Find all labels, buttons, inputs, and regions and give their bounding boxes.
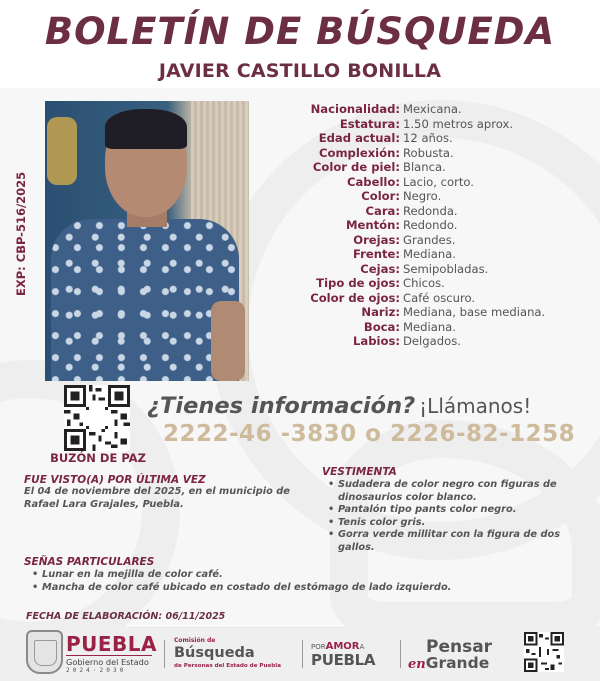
amor-text: AMOR	[325, 641, 360, 652]
list-item: • Gorra verde millitar con la figura de dos gallos.	[326, 529, 596, 554]
divider	[164, 640, 165, 668]
attribute-label: Color:	[361, 189, 400, 203]
attribute-row	[290, 276, 590, 291]
attribute-label: Cabello:	[346, 174, 400, 189]
attribute-row	[290, 204, 590, 219]
person-name: JAVIER CASTILLO BONILLA	[158, 60, 442, 82]
attribute-value: 12 años.	[403, 131, 453, 145]
attribute-label: Color de ojos:	[310, 290, 400, 305]
attribute-row	[290, 117, 590, 132]
divider	[302, 640, 303, 668]
attribute-value: Mediana.	[403, 319, 456, 334]
years-text: 2024·2030	[66, 667, 127, 674]
call-us-text: ¡Llámanos!	[419, 394, 532, 418]
attribute-row	[290, 218, 590, 233]
attribute-label: Estatura:	[339, 116, 400, 131]
footer-qr-code-icon[interactable]	[524, 632, 564, 672]
info-prompt	[147, 393, 592, 419]
attribute-label: Nariz:	[361, 305, 400, 319]
last-seen-title: FUE VISTO(A) POR ÚLTIMA VEZ	[24, 474, 206, 486]
list-item: • Pantalón tipo pants color negro.	[326, 504, 596, 517]
attribute-value: Lacio, corto.	[403, 174, 474, 189]
attribute-value: Robusta.	[403, 145, 454, 160]
attribute-label: Edad actual:	[318, 131, 400, 145]
person-photo	[45, 101, 249, 381]
clothing-list	[326, 479, 596, 554]
attribute-label: Complexión:	[319, 145, 400, 160]
divider	[400, 640, 401, 668]
attribute-label: Orejas:	[353, 232, 400, 247]
attribute-list	[290, 102, 590, 349]
attribute-row	[290, 146, 590, 161]
attribute-label: Cara:	[365, 203, 400, 218]
attribute-row	[290, 175, 590, 190]
attribute-label: Labios:	[353, 334, 400, 348]
last-seen-text: El 04 de noviembre del 2025, en el municipio de Rafael Lara Grajales, Puebla.	[24, 486, 290, 510]
attribute-row	[290, 102, 590, 117]
attribute-label: Frente:	[352, 247, 400, 261]
attribute-row	[290, 305, 590, 320]
busqueda-logo-text: Búsqueda	[174, 645, 255, 661]
gobierno-text: Gobierno del Estado	[66, 655, 152, 667]
attribute-label: Boca:	[363, 319, 400, 334]
list-item: • Lunar en la mejilla de color café.	[30, 569, 590, 582]
attribute-value: Negro.	[403, 189, 442, 203]
attribute-label: Color de piel:	[312, 160, 400, 174]
pensar-logo-text: Pensar	[426, 637, 493, 657]
case-number: EXP: CBP-516/2025	[14, 171, 28, 296]
list-item: • Mancha de color café ubicado en costado del estómago de lado izquierdo.	[30, 582, 590, 595]
state-coat-of-arms-icon	[26, 630, 63, 674]
attribute-label: Mentón:	[345, 218, 400, 232]
puebla-logo-text: PUEBLA	[66, 632, 158, 656]
a-text: A	[359, 643, 365, 651]
list-item: • Sudadera de color negro con figuras de dinosaurios color blanco.	[326, 479, 596, 504]
attribute-value: Mexicana.	[403, 102, 462, 116]
phone-numbers[interactable]: 2222-46 -3830 o 2226-82-1258	[163, 421, 576, 447]
attribute-label: Cejas:	[360, 261, 400, 276]
attribute-label: Tipo de ojos:	[316, 276, 400, 290]
page-title: BOLETÍN DE BÚSQUEDA	[44, 10, 556, 53]
por-text: POR	[311, 643, 326, 651]
attribute-row	[290, 247, 590, 262]
attribute-row	[290, 334, 590, 349]
comision-de-text: Comisión de	[174, 637, 216, 644]
attribute-value: Chicos.	[403, 276, 445, 290]
por-amor-puebla-text: PUEBLA	[311, 651, 376, 669]
attribute-value: Redondo.	[403, 218, 458, 232]
grande-text: Grande	[425, 654, 490, 672]
attribute-row	[290, 160, 590, 175]
list-item: • Tenis color gris.	[326, 517, 596, 530]
en-text: en	[408, 657, 426, 672]
attribute-value: Blanca.	[403, 160, 446, 174]
qr-code-icon[interactable]	[64, 385, 130, 451]
qr-label: BUZÓN DE PAZ	[50, 451, 146, 465]
attribute-row	[290, 189, 590, 204]
attribute-row	[290, 262, 590, 277]
elaboration-date: FECHA DE ELABORACIÓN: 06/11/2025	[26, 611, 226, 622]
attribute-row	[290, 131, 590, 146]
attribute-label: Nacionalidad:	[310, 102, 400, 116]
attribute-value: Delgados.	[403, 334, 461, 348]
attribute-value: Mediana.	[403, 247, 456, 261]
attribute-value: Mediana, base mediana.	[403, 305, 546, 319]
attribute-value: Semipobladas.	[403, 261, 489, 276]
attribute-value: Grandes.	[403, 232, 456, 247]
clothing-title: VESTIMENTA	[322, 466, 397, 478]
attribute-row	[290, 233, 590, 248]
attribute-row	[290, 320, 590, 335]
attribute-row	[290, 291, 590, 306]
de-personas-text: de Personas del Estado de Puebla	[174, 663, 281, 669]
distinguishing-marks-title: SEÑAS PARTICULARES	[24, 556, 155, 568]
attribute-value: Café oscuro.	[403, 290, 476, 305]
attribute-value: 1.50 metros aprox.	[403, 116, 514, 131]
attribute-value: Redonda.	[403, 203, 458, 218]
info-question: ¿Tienes información?	[147, 393, 416, 419]
distinguishing-marks-list	[30, 569, 590, 594]
en-grande-logo	[408, 654, 489, 672]
